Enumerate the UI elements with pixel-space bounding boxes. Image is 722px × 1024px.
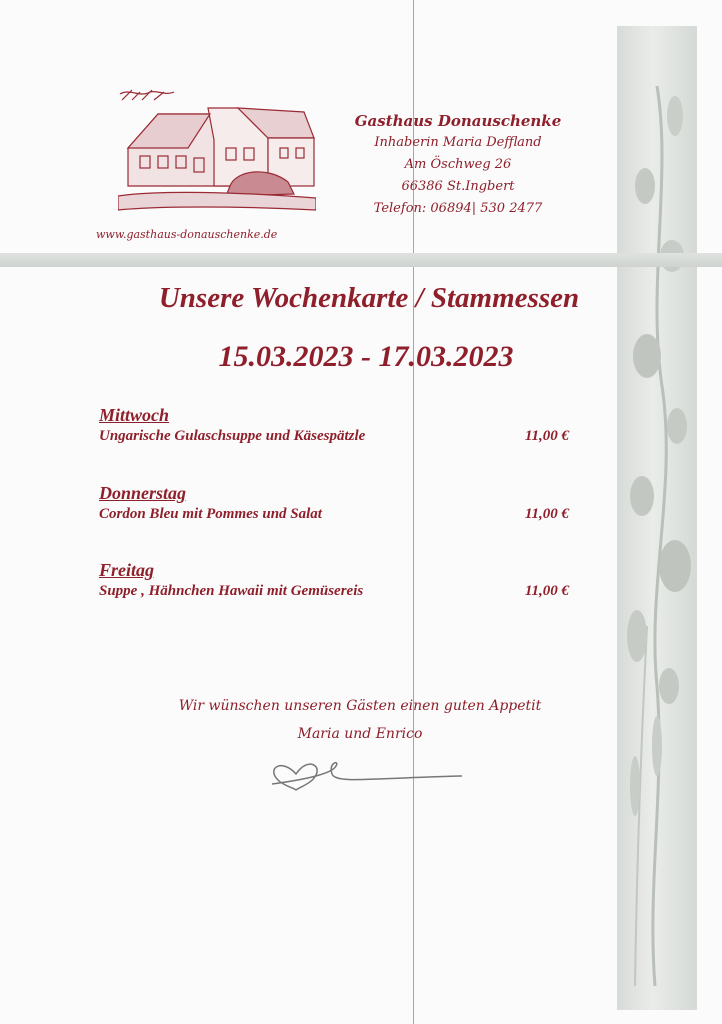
dish-price: 11,00 € <box>524 428 569 444</box>
decorative-hops-strip <box>617 26 697 1010</box>
dish-name: Ungarische Gulaschsuppe und Käsespätzle <box>99 428 366 444</box>
day-name: Freitag <box>99 560 155 580</box>
header-divider-band <box>0 253 722 267</box>
signoff-line: Maria und Enrico <box>297 726 423 742</box>
dish-name: Cordon Bleu mit Pommes und Salat <box>99 506 322 522</box>
dish-name: Suppe , Hähnchen Hawaii mit Gemüsereis <box>99 583 364 599</box>
dish-price: 11,00 € <box>524 583 569 599</box>
website-url: www.gasthaus-donauschenke.de <box>96 228 278 241</box>
inn-name: Gasthaus Donauschenke <box>354 112 562 130</box>
owner-line: Inhaberin Maria Deffland <box>374 135 542 150</box>
street-line: Am Öschweg 26 <box>404 157 512 172</box>
menu-item-row <box>99 428 569 445</box>
menu-title: Unsere Wochenkarte / Stammessen <box>158 282 580 314</box>
inn-building-logo <box>118 86 316 214</box>
menu-item-row <box>99 583 569 600</box>
address-block <box>348 110 568 220</box>
day-name: Mittwoch <box>99 405 170 425</box>
menu-day-wednesday <box>99 405 569 445</box>
menu-day-thursday <box>99 483 569 523</box>
menu-dates: 15.03.2023 - 17.03.2023 <box>218 340 514 373</box>
menu-item-row <box>99 506 569 523</box>
greeting-line: Wir wünschen unseren Gästen einen guten Appetit <box>178 698 542 714</box>
phone-line: Telefon: 06894| 530 2477 <box>373 201 543 216</box>
dish-price: 11,00 € <box>524 506 569 522</box>
menu-day-friday <box>99 560 569 600</box>
city-line: 66386 St.Ingbert <box>401 179 515 194</box>
heart-signature-flourish <box>262 744 462 794</box>
day-name: Donnerstag <box>99 483 187 503</box>
greeting-block <box>150 692 570 748</box>
hops-illustration <box>617 26 697 1010</box>
